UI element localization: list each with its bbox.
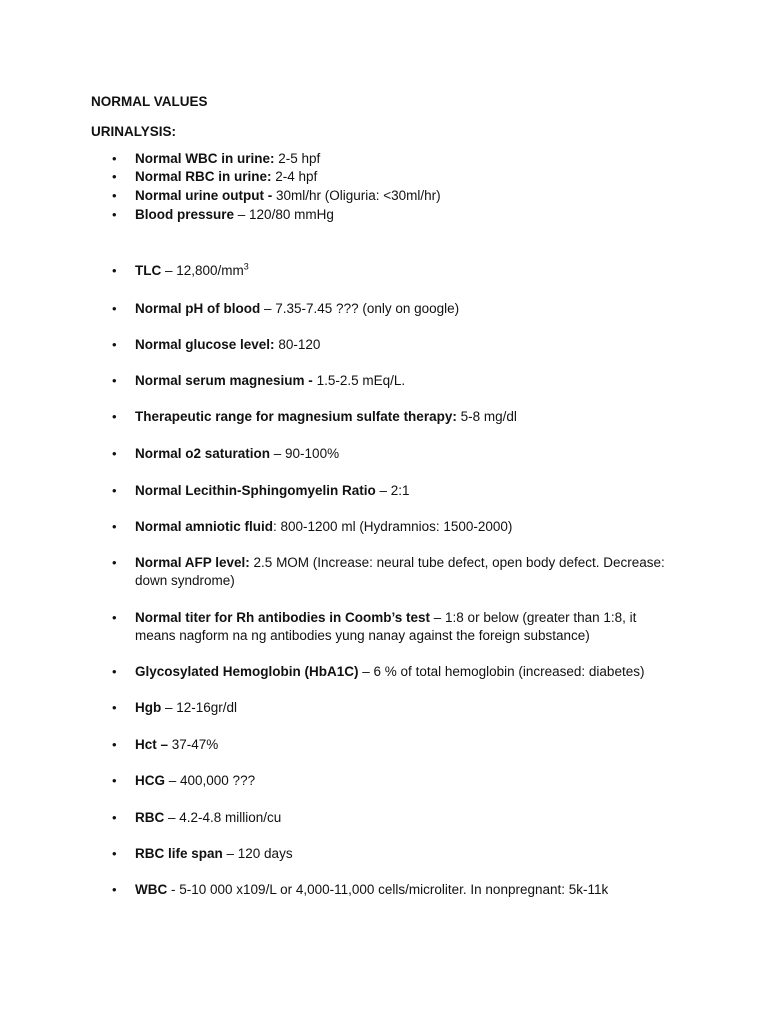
bullet-icon: • <box>112 737 117 752</box>
item-label: Normal Lecithin-Sphingomyelin Ratio <box>135 483 376 498</box>
item-value: – 120 days <box>222 846 293 861</box>
bullet-icon: • <box>112 555 117 570</box>
item-value: 1.5-2.5 mEq/L. <box>312 373 406 388</box>
bullet-icon: • <box>112 773 117 788</box>
bullet-icon: • <box>112 151 117 166</box>
bullet-icon: • <box>112 483 117 498</box>
list-item <box>112 187 672 205</box>
list-item <box>112 663 672 681</box>
item-value: 2-4 hpf <box>271 169 318 184</box>
bullet-icon: • <box>112 263 117 278</box>
item-value: – 1:8 or below (greater than 1:8, it means nagform na ng antibodies yung nanay against the foreign substance) <box>135 610 637 643</box>
item-label: Normal titer for Rh antibodies in Coomb’s test <box>135 610 431 625</box>
item-label: Hgb <box>135 700 162 715</box>
item-value: 5-8 mg/dl <box>456 409 517 424</box>
item-label: Normal urine output - <box>135 188 273 203</box>
item-label: Blood pressure <box>135 207 235 222</box>
list-item <box>112 262 672 280</box>
item-label: Normal o2 saturation <box>135 446 271 461</box>
list-item <box>112 609 672 645</box>
item-label: HCG <box>135 773 165 788</box>
item-value: 30ml/hr (Oliguria: <30ml/hr) <box>272 188 441 203</box>
item-label: RBC life span <box>135 846 223 861</box>
item-value: – 4.2-4.8 million/cu <box>164 810 282 825</box>
list-item <box>112 772 672 790</box>
bullet-icon: • <box>112 519 117 534</box>
item-label: RBC <box>135 810 165 825</box>
bullet-icon: • <box>112 373 117 388</box>
item-label: Normal AFP level: <box>135 555 250 570</box>
list-item <box>112 150 672 168</box>
item-value: 80-120 <box>274 337 321 352</box>
item-label: Normal pH of blood <box>135 301 261 316</box>
item-value: – 12,800/mm <box>161 263 244 278</box>
list-item <box>112 372 672 390</box>
item-label: Therapeutic range for magnesium sulfate therapy: <box>135 409 457 424</box>
bullet-icon: • <box>112 810 117 825</box>
bullet-icon: • <box>112 882 117 897</box>
bullet-icon: • <box>112 610 117 625</box>
item-value: – 120/80 mmHg <box>234 207 334 222</box>
list-item <box>112 300 672 318</box>
list-item <box>112 881 672 899</box>
bullet-icon: • <box>112 446 117 461</box>
item-value: – 90-100% <box>270 446 340 461</box>
bullet-icon: • <box>112 207 117 222</box>
list-item <box>112 336 672 354</box>
list-item <box>112 736 672 754</box>
bullet-icon: • <box>112 169 117 184</box>
list-item <box>112 206 672 224</box>
bullet-icon: • <box>112 301 117 316</box>
bullet-icon: • <box>112 846 117 861</box>
list-item <box>112 845 672 863</box>
bullet-icon: • <box>112 700 117 715</box>
section-heading-urinalysis: URINALYSIS: <box>91 124 177 139</box>
item-label: Hct – <box>135 737 169 752</box>
item-value: – 400,000 ??? <box>165 773 256 788</box>
list-item <box>112 699 672 717</box>
bullet-icon: • <box>112 409 117 424</box>
item-value: 37-47% <box>168 737 219 752</box>
item-value: 2-5 hpf <box>274 151 321 166</box>
item-value: – 2:1 <box>375 483 410 498</box>
item-label: Normal RBC in urine: <box>135 169 272 184</box>
item-label: WBC <box>135 882 168 897</box>
list-item <box>112 518 672 536</box>
item-label: Normal amniotic fluid <box>135 519 274 534</box>
item-label: Normal glucose level: <box>135 337 275 352</box>
item-value: 2.5 MOM (Increase: neural tube defect, open body defect. Decrease: down syndrome) <box>135 555 665 588</box>
list-item <box>112 445 672 463</box>
bullet-icon: • <box>112 337 117 352</box>
list-item <box>112 168 672 186</box>
list-item <box>112 809 672 827</box>
item-label: Normal WBC in urine: <box>135 151 275 166</box>
document-title: NORMAL VALUES <box>91 94 208 109</box>
list-item <box>112 408 672 426</box>
item-value: - 5-10 000 x109/L or 4,000-11,000 cells/microliter. In nonpregnant: 5k-11k <box>167 882 609 897</box>
item-value: – 7.35-7.45 ??? (only on google) <box>260 301 460 316</box>
item-label: TLC <box>135 263 162 278</box>
superscript: 3 <box>243 261 249 272</box>
list-item <box>112 554 672 590</box>
item-value: : 800-1200 ml (Hydramnios: 1500-2000) <box>273 519 513 534</box>
item-value: – 12-16gr/dl <box>161 700 238 715</box>
list-item <box>112 482 672 500</box>
item-label: Glycosylated Hemoglobin (HbA1C) <box>135 664 359 679</box>
bullet-icon: • <box>112 664 117 679</box>
bullet-icon: • <box>112 188 117 203</box>
item-label: Normal serum magnesium - <box>135 373 313 388</box>
item-value: – 6 % of total hemoglobin (increased: diabetes) <box>358 664 645 679</box>
